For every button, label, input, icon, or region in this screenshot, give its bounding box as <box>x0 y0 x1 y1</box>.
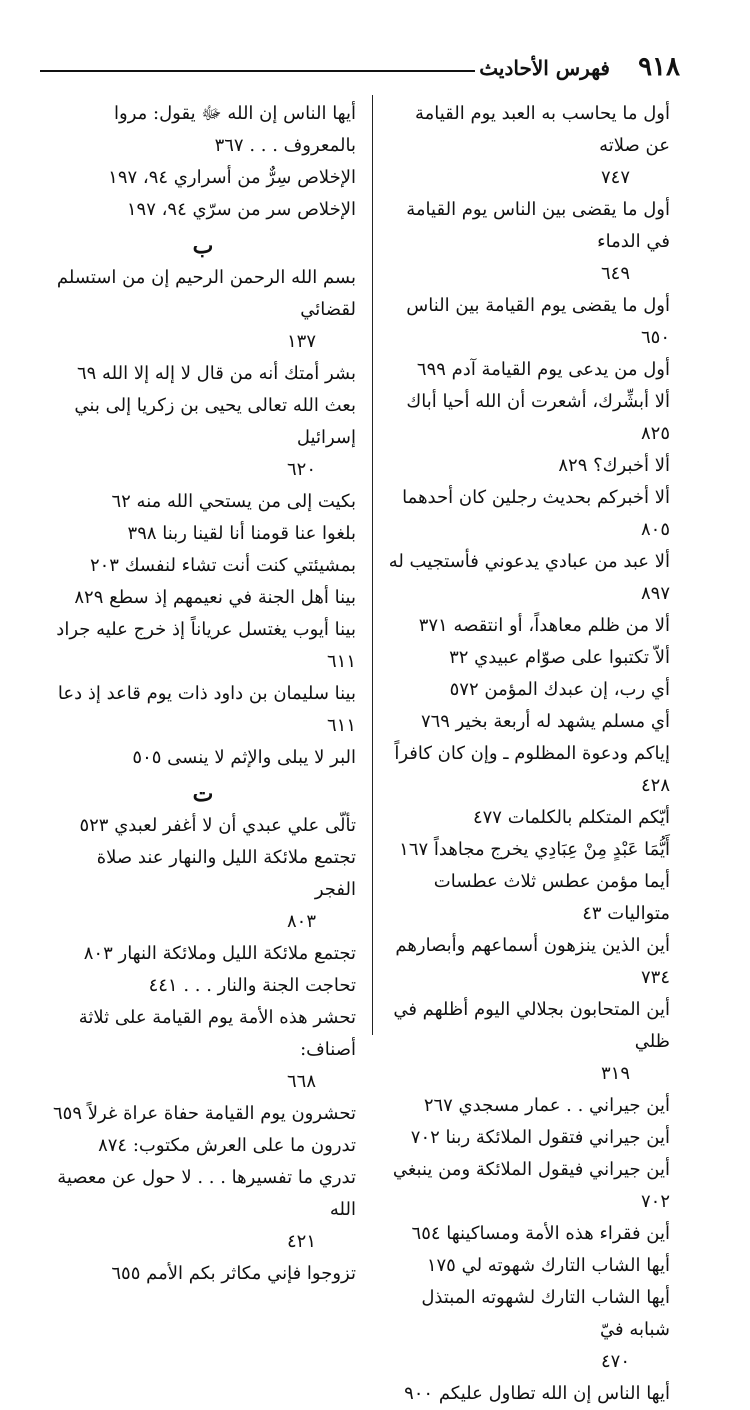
index-entry <box>386 1218 670 1250</box>
index-entry <box>386 930 670 994</box>
index-entry <box>50 582 356 614</box>
index-entry <box>50 1098 356 1130</box>
entry-text: أين جيراني فيقول الملائكة ومن ينبغي ٧٠٢ <box>392 1159 670 1212</box>
entry-text: بسم الله الرحمن الرحيم إن من استسلم لقضائي <box>56 267 356 320</box>
entry-text: أين فقراء هذه الأمة ومساكينها ٦٥٤ <box>411 1223 670 1244</box>
entry-page-number: ١٣٧ <box>286 331 316 352</box>
page-number: ٩١٨ <box>638 52 680 82</box>
index-entry <box>50 162 356 194</box>
entry-text: تدرون ما على العرش مكتوب: ٨٧٤ <box>98 1135 356 1156</box>
entry-text: ألا أخبركم بحديث رجلين كان أحدهما ٨٠٥ <box>402 487 670 540</box>
entry-page-number: ٣١٩ <box>600 1063 630 1084</box>
entry-text: تحشر هذه الأمة يوم القيامة على ثلاثة أصناف: <box>78 1007 356 1060</box>
entry-page-number: ٧٤٧ <box>600 167 630 188</box>
index-entry <box>50 486 356 518</box>
entry-text: أين المتحابون بجلالي اليوم أظلهم في ظلي <box>393 999 670 1052</box>
index-entry <box>386 354 670 386</box>
index-entry <box>50 1002 356 1098</box>
left-column <box>50 98 356 1290</box>
index-entry <box>386 450 670 482</box>
index-entry <box>386 642 670 674</box>
index-entry <box>50 550 356 582</box>
index-entry <box>386 290 670 354</box>
entry-text: أيها الناس إن الله تطاول عليكم ٩٠٠ <box>404 1383 670 1404</box>
entry-page-number: ٨٠٣ <box>286 911 316 932</box>
entry-text: أيها الناس إن الله ﷻ يقول: مروا بالمعروف . . . ٣٦٧ <box>114 103 356 156</box>
index-entry <box>386 98 670 194</box>
section-letter-ba: ب <box>192 233 214 259</box>
index-entry <box>386 834 670 866</box>
entry-text: أَيُّمَا عَبْدٍ مِنْ عِبَادِي يخرج مجاهداً ١٦٧ <box>399 839 670 860</box>
index-entry <box>386 866 670 930</box>
right-column <box>386 98 670 1410</box>
index-entry <box>50 1258 356 1290</box>
index-entry <box>50 194 356 226</box>
entry-text: الإخلاص سر من سرّي ٩٤، ١٩٧ <box>126 199 356 220</box>
entry-text: أي رب، إن عبدك المؤمن ٥٧٢ <box>449 679 670 700</box>
index-entry <box>50 1130 356 1162</box>
index-entry <box>50 810 356 842</box>
entry-text: بينا سليمان بن داود ذات يوم قاعد إذ دعا ٦١١ <box>57 683 356 736</box>
entry-page-number: ٦٢٠ <box>286 459 316 480</box>
index-entry <box>386 674 670 706</box>
index-entry <box>50 262 356 358</box>
entry-text: ألا أخبرك؟ ٨٢٩ <box>558 455 670 476</box>
index-entry <box>386 1282 670 1378</box>
entry-text: أين الذين ينزهون أسماعهم وأبصارهم ٧٣٤ <box>395 935 670 988</box>
index-entry <box>386 738 670 802</box>
entry-text: أين جيراني فتقول الملائكة ربنا ٧٠٢ <box>410 1127 670 1148</box>
header-rule <box>40 70 475 72</box>
entry-text: بكيت إلى من يستحي الله منه ٦٢ <box>111 491 356 512</box>
index-entry <box>50 358 356 390</box>
entry-text: بلغوا عنا قومنا أنا لقينا ربنا ٣٩٨ <box>127 523 356 544</box>
entry-text: بينا أيوب يغتسل عرياناً إذ خرج عليه جراد ٦١١ <box>56 619 356 672</box>
entry-text: تزوجوا فإني مكاثر بكم الأمم ٦٥٥ <box>111 1263 356 1284</box>
entries-top <box>50 98 356 226</box>
entry-page-number: ٤٢١ <box>286 1231 316 1252</box>
entry-text: البر لا يبلى والإثم لا ينسى ٥٠٥ <box>132 747 356 768</box>
page-title: فهرس الأحاديث <box>479 56 610 80</box>
index-entry <box>386 610 670 642</box>
entry-text: تحشرون يوم القيامة حفاة عراة غرلاً ٦٥٩ <box>53 1103 356 1124</box>
entry-text: أول من يدعى يوم القيامة آدم ٦٩٩ <box>416 359 670 380</box>
entry-text: أيها الشاب التارك شهوته لي ١٧٥ <box>426 1255 670 1276</box>
index-entry <box>386 1378 670 1410</box>
index-entry <box>50 390 356 486</box>
entry-page-number: ٦٦٨ <box>286 1071 316 1092</box>
entry-page-number: ٤٧٠ <box>600 1351 630 1372</box>
entry-text: تدري ما تفسيرها . . . لا حول عن معصية الله <box>57 1167 356 1220</box>
entry-text: أول ما يقضى يوم القيامة بين الناس ٦٥٠ <box>406 295 670 348</box>
entry-text: الإخلاص سِرٌّ من أسراري ٩٤، ١٩٧ <box>108 167 356 188</box>
index-entry <box>50 970 356 1002</box>
index-entry <box>50 98 356 162</box>
entry-text: إياكم ودعوة المظلوم ـ وإن كان كافراً ٤٢٨ <box>394 743 670 796</box>
entry-text: بينا أهل الجنة في نعيمهم إذ سطع ٨٢٩ <box>74 587 356 608</box>
index-entry <box>386 1122 670 1154</box>
entry-text: بمشيئتي كنت أنت تشاء لنفسك ٢٠٣ <box>89 555 356 576</box>
index-entry <box>386 482 670 546</box>
index-entry <box>386 802 670 834</box>
entry-text: أيها الشاب التارك لشهوته المبتذل شبابه فيّ <box>421 1287 670 1340</box>
index-entry <box>50 614 356 678</box>
index-entry <box>50 742 356 774</box>
entry-text: بشر أمتك أنه من قال لا إله إلا الله ٦٩ <box>76 363 356 384</box>
index-entry <box>50 842 356 938</box>
entry-page-number: ٦٤٩ <box>600 263 630 284</box>
entry-text: أيّكم المتكلم بالكلمات ٤٧٧ <box>472 807 670 828</box>
index-entry <box>386 706 670 738</box>
index-entry <box>386 994 670 1090</box>
entry-text: ألا عبد من عبادي يدعوني فأستجيب له ٨٩٧ <box>388 551 670 604</box>
entry-text: ألاّ تكتبوا على صوّام عبيدي ٣٢ <box>449 647 670 668</box>
entry-text: تألّى علي عبدي أن لا أغفر لعبدي ٥٢٣ <box>79 815 356 836</box>
entry-text: ألا من ظلم معاهداً، أو انتقصه ٣٧١ <box>418 615 670 636</box>
entry-text: تحاجت الجنة والنار . . . ٤٤١ <box>148 975 356 996</box>
entry-text: ألا أبشِّرك، أشعرت أن الله أحيا أباك ٨٢٥ <box>406 391 670 444</box>
index-entry <box>50 678 356 742</box>
entry-text: أي مسلم يشهد له أربعة بخير ٧٦٩ <box>420 711 670 732</box>
column-divider <box>372 95 373 1035</box>
entry-text: أيما مؤمن عطس ثلاث عطسات متواليات ٤٣ <box>433 871 670 924</box>
entry-text: تجتمع ملائكة الليل وملائكة النهار ٨٠٣ <box>83 943 356 964</box>
entry-text: بعث الله تعالى يحيى بن زكريا إلى بني إسرائيل <box>74 395 356 448</box>
index-entry <box>50 1162 356 1258</box>
index-entry <box>386 1250 670 1282</box>
index-entry <box>50 938 356 970</box>
entries-ba <box>50 262 356 774</box>
section-letter-ta: ت <box>192 781 214 807</box>
index-entry <box>386 1154 670 1218</box>
page-header <box>40 52 680 82</box>
index-entry <box>386 194 670 290</box>
index-entry <box>386 386 670 450</box>
index-entry <box>386 546 670 610</box>
entry-text: أين جيراني . . عمار مسجدي ٢٦٧ <box>423 1095 670 1116</box>
index-entry <box>50 518 356 550</box>
entry-text: تجتمع ملائكة الليل والنهار عند صلاة الفجر <box>96 847 356 900</box>
entries-ta <box>50 810 356 1290</box>
entry-text: أول ما يقضى بين الناس يوم القيامة في الدماء <box>406 199 670 252</box>
entry-text: أول ما يحاسب به العبد يوم القيامة عن صلاته <box>414 103 670 156</box>
index-entry <box>386 1090 670 1122</box>
